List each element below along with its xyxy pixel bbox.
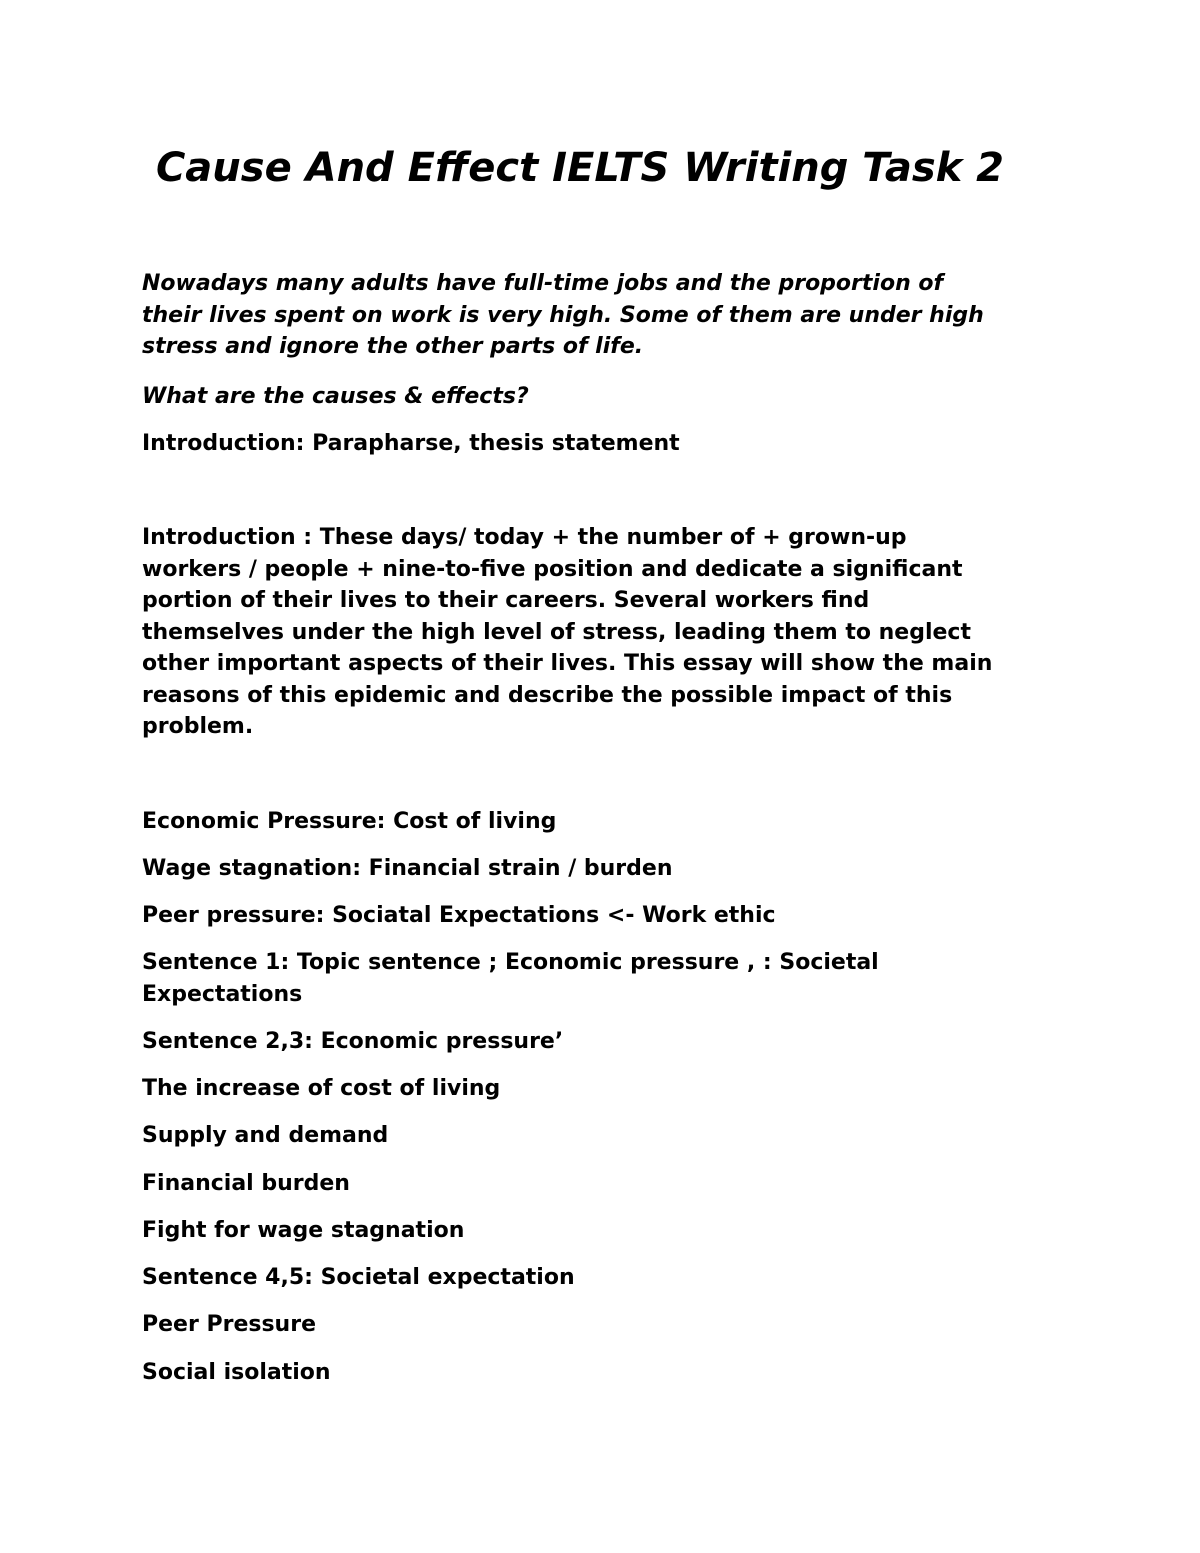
intro-line: problem. [142,714,254,739]
note-peer-pressure: Peer pressure: Sociatal Expectations <- Work ethic [142,903,776,928]
document-title: Cause And Effect IELTS Writing Task 2 [142,145,1005,191]
prompt-line: stress and ignore the other parts of life. [142,334,644,359]
note-sentence-1-line: Expectations [142,981,303,1007]
note-peer-pressure-2: Peer Pressure [142,1312,316,1337]
note-financial-burden: Financial burden [142,1171,350,1196]
prompt-line: Nowadays many adults have full-time jobs and the proportion of [142,271,944,296]
intro-heading: Introduction: Parapharse, thesis statement [142,431,680,456]
prompt-paragraph [142,268,1067,363]
note-wage-stagnation: Wage stagnation: Financial strain / burden [142,856,673,881]
prompt-line: their lives spent on work is very high. Some of them are under high [142,302,984,328]
note-fight-wage: Fight for wage stagnation [142,1218,465,1243]
note-supply-demand: Supply and demand [142,1123,389,1148]
note-economic-pressure: Economic Pressure: Cost of living [142,809,557,834]
intro-line: workers / people + nine-to-five position and dedicate a significant [142,556,963,582]
intro-line: portion of their lives to their careers. Several workers find [142,588,870,613]
note-sentence-2-3: Sentence 2,3: Economic pressure’ [142,1029,564,1054]
intro-line: reasons of this epidemic and describe the possible impact of this [142,682,953,708]
note-sentence-1-line: Sentence 1: Topic sentence ; Economic pressure , : Societal [142,950,879,975]
question-text: What are the causes & effects? [142,384,529,409]
intro-line: other important aspects of their lives. This essay will show the main [142,651,993,676]
note-cost-of-living: The increase of cost of living [142,1076,501,1101]
note-sentence-4-5: Sentence 4,5: Societal expectation [142,1265,575,1290]
note-sentence-1 [142,947,1067,1010]
intro-paragraph [142,522,1067,743]
intro-line: Introduction : These days/ today + the number of + grown-up [142,525,907,550]
note-social-isolation: Social isolation [142,1360,331,1385]
intro-line: themselves under the high level of stress, leading them to neglect [142,619,971,645]
